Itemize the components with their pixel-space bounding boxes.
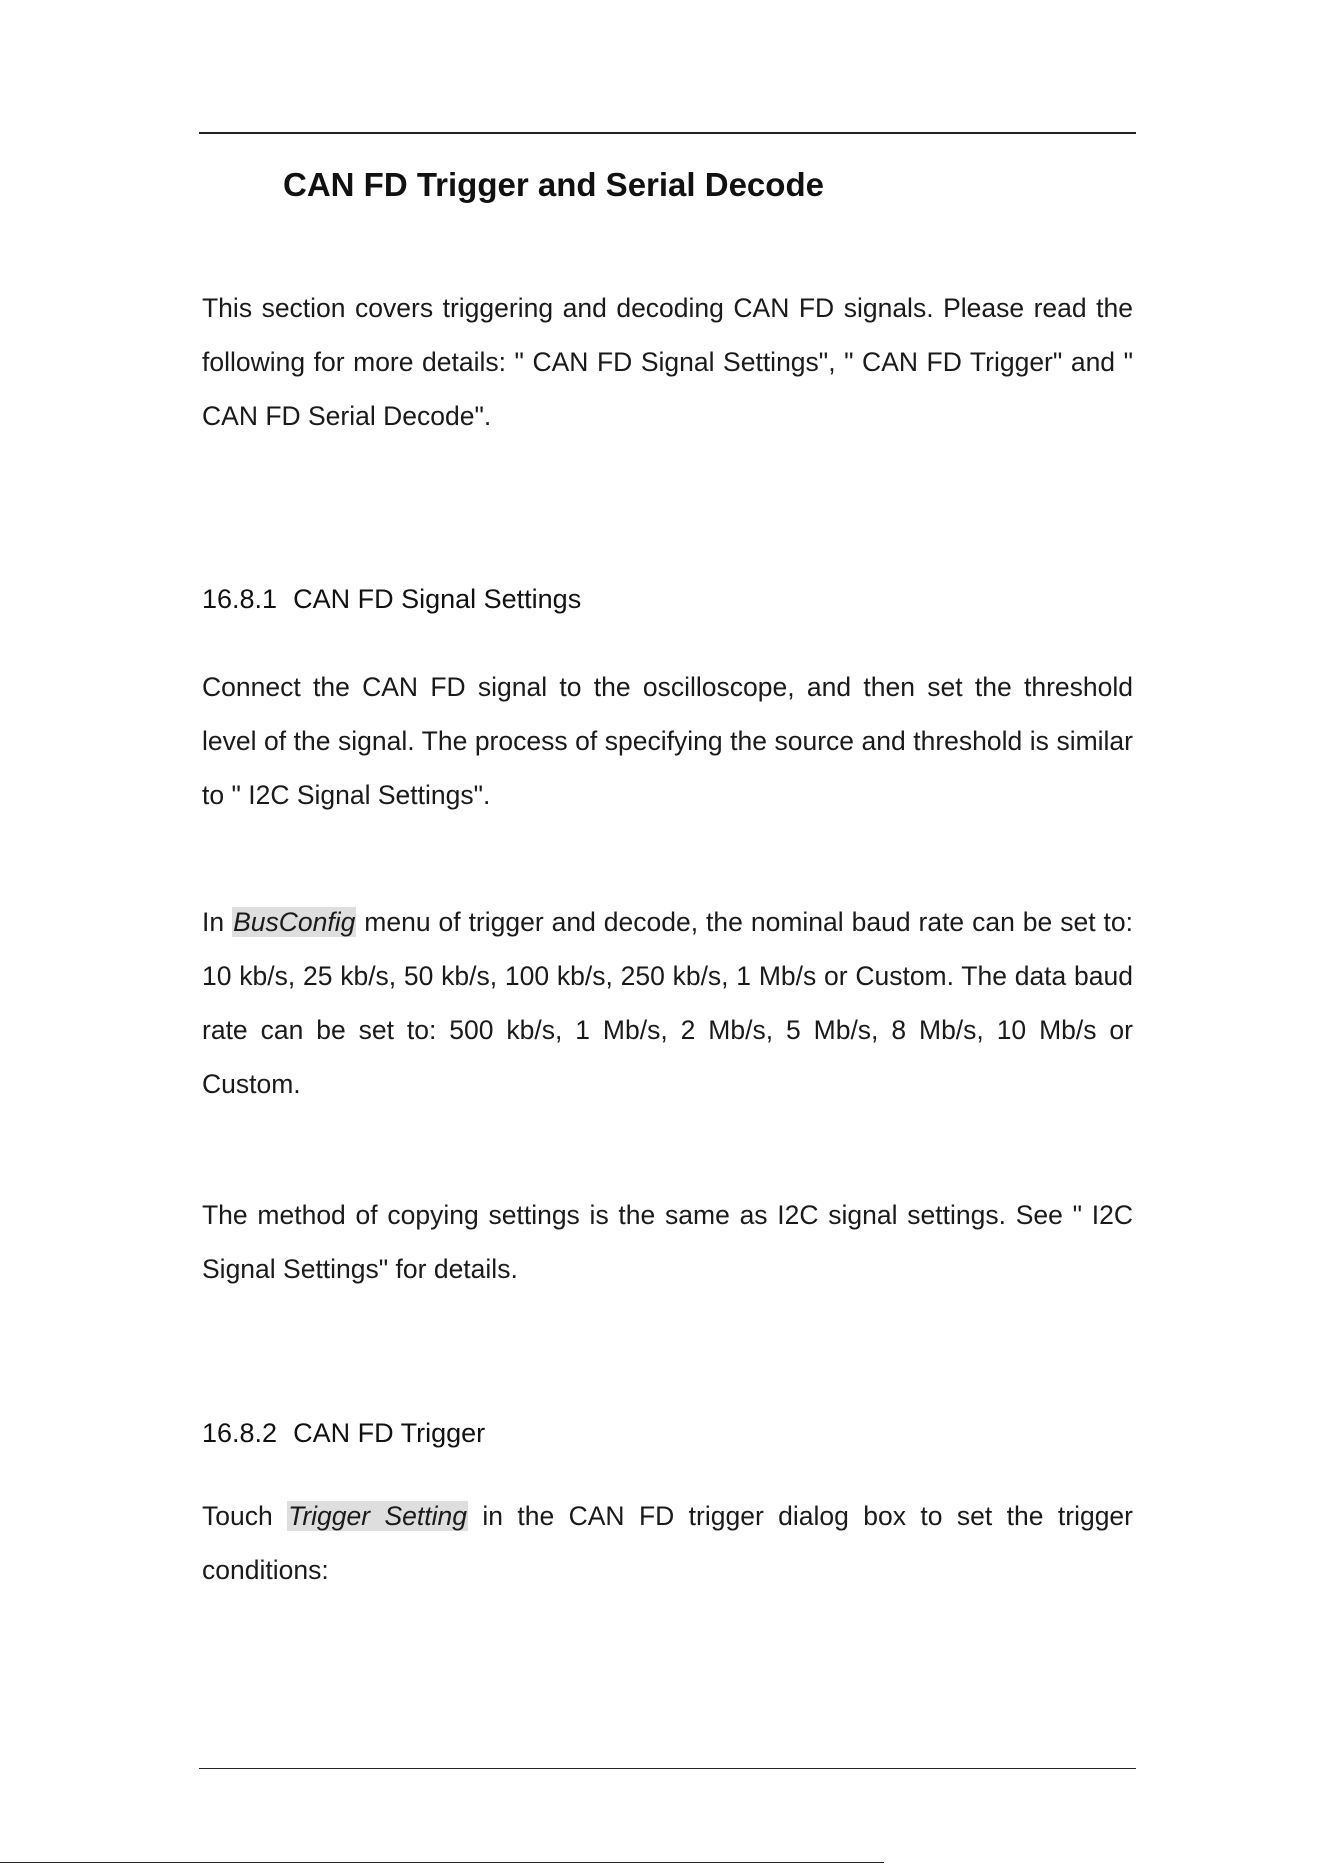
trigger-paragraph — [202, 1489, 1133, 1597]
header-rule — [199, 132, 1136, 134]
signal-settings-paragraph-2 — [202, 895, 1133, 1111]
subsection-title: CAN FD Trigger — [293, 1418, 486, 1448]
signal-settings-block-2 — [202, 895, 1133, 1111]
busconfig-term: BusConfig — [233, 907, 356, 937]
intro-paragraph: This section covers triggering and decoding CAN FD signals. Please read the following for more details: " CAN FD Signal Settings", " CAN FD Trigger" and " CAN FD Serial Decode". — [202, 293, 1133, 431]
signal-settings-block-3 — [202, 1188, 1133, 1296]
text-run: in the CAN FD trigger dialog box to set the trigger conditions: — [202, 1501, 1133, 1585]
footer-rule — [199, 1768, 1136, 1769]
page-edge-rule — [0, 1862, 884, 1863]
signal-settings-paragraph-1: Connect the CAN FD signal to the oscilloscope, and then set the threshold level of the signal. The process of specifying the source and threshold is similar to " I2C Signal Settings". — [202, 672, 1133, 810]
subsection-title: CAN FD Signal Settings — [293, 584, 582, 614]
signal-settings-paragraph-3: The method of copying settings is the same as I2C signal settings. See " I2C Signal Settings" for details. — [202, 1200, 1133, 1284]
text-run: Touch — [202, 1501, 288, 1531]
text-run: menu of trigger and decode, the nominal baud rate can be set to: 10 kb/s, 25 kb/s, 50 kb/s, 100 kb/s, 250 kb/s, 1 Mb/s or Custom. The data baud rate can be set to: 500 kb/s, 1 Mb/s, 2 Mb/s, 5 Mb/s, 8 Mb/s, 10 Mb/s or Custom. — [202, 907, 1133, 1099]
intro-block — [202, 281, 1133, 443]
trigger-block — [202, 1489, 1133, 1597]
text-run: In — [202, 907, 233, 937]
section-title: CAN FD Trigger and Serial Decode — [283, 166, 824, 203]
trigger-setting-term: Trigger Setting — [288, 1501, 467, 1531]
signal-settings-block-1 — [202, 660, 1133, 822]
subsection-heading-trigger — [202, 1418, 485, 1449]
subsection-heading-signal-settings — [202, 584, 581, 615]
subsection-number: 16.8.1 — [202, 584, 278, 614]
subsection-number: 16.8.2 — [202, 1418, 278, 1448]
